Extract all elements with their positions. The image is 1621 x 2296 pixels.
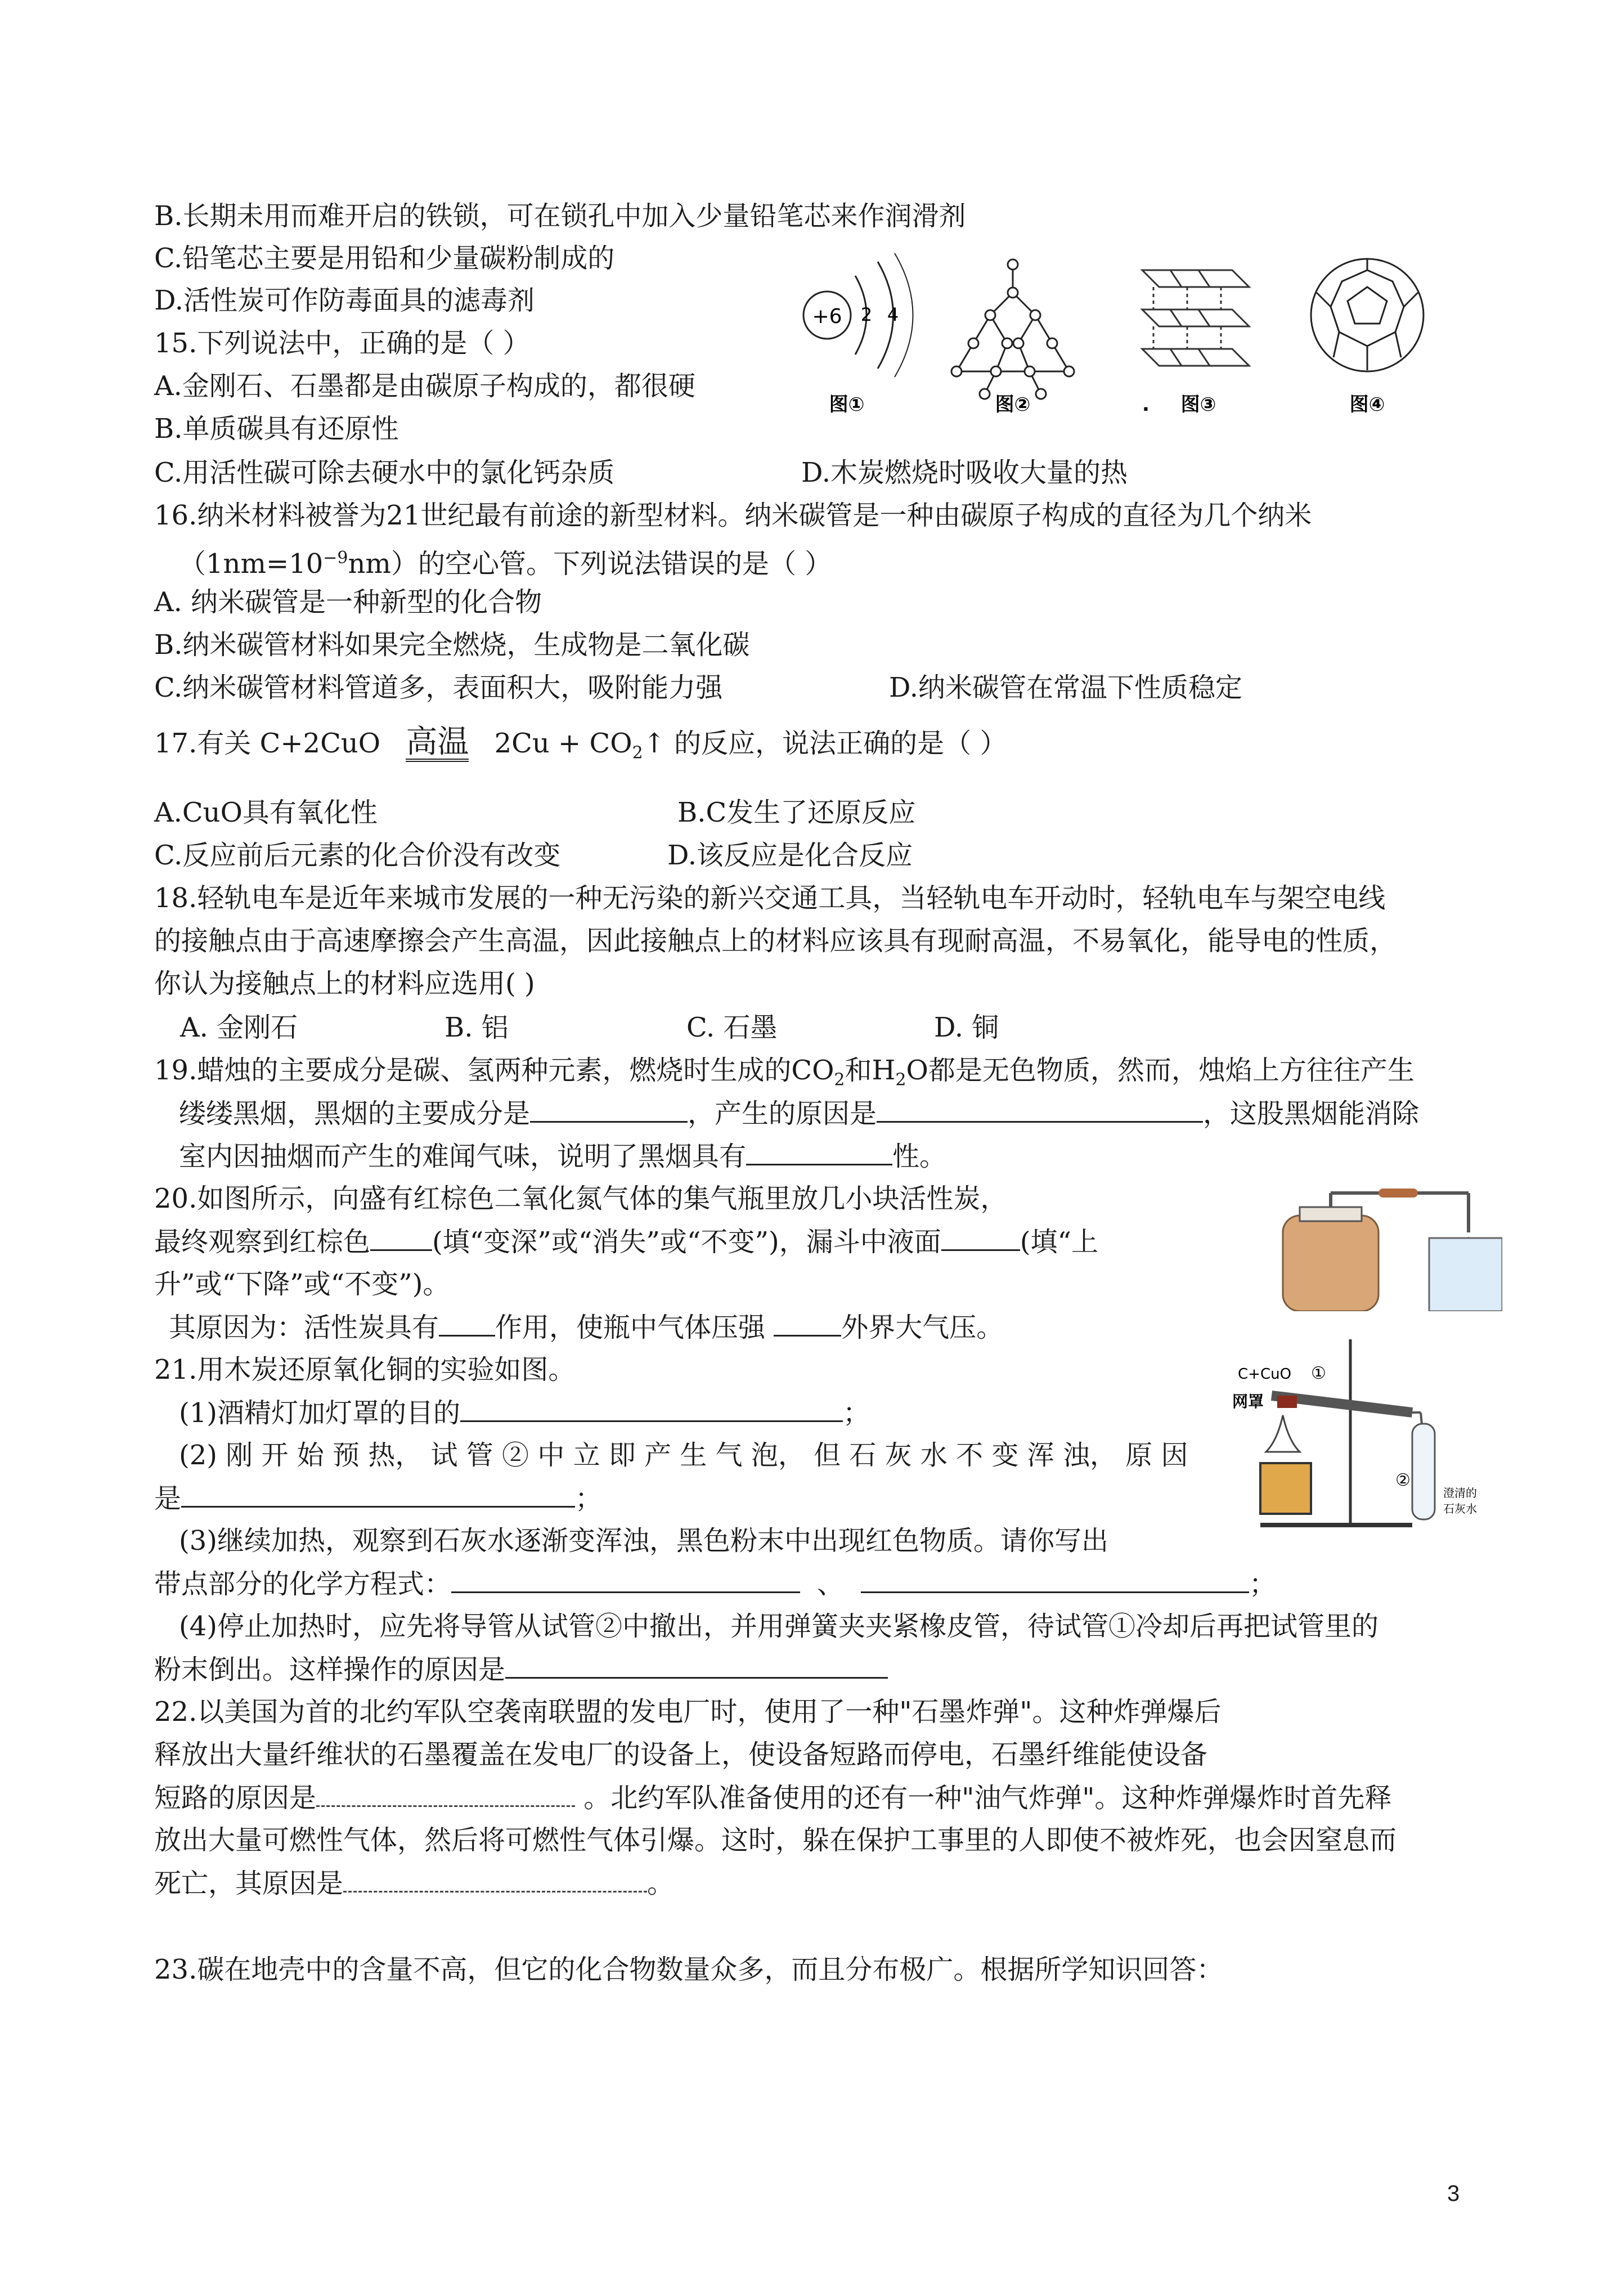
q22-stem-line1: 22.以美国为首的北约军队空袭南联盟的发电厂时，使用了一种"石墨炸弹"。这种炸弹爆后 (154, 1696, 1222, 1728)
q22-stem-line3: 短路的原因是 。北约军队准备使用的还有一种"油气炸弹"。这种炸弹爆炸时首先释 (154, 1781, 1391, 1815)
q17-option-c: C.反应前后元素的化合价没有改变 (154, 840, 561, 871)
diamond-structure (951, 259, 1074, 399)
q21-blank-1[interactable] (460, 1396, 843, 1422)
svg-text:②: ② (1395, 1470, 1411, 1490)
q15-option-b: B.单质碳具有还原性 (154, 413, 399, 445)
q19-blank-1[interactable] (530, 1096, 688, 1123)
q21-part3-line2: 带点部分的化学方程式： 、 ； (154, 1567, 1276, 1601)
svg-text:澄清的: 澄清的 (1443, 1486, 1477, 1500)
carbon-reduction-apparatus (1227, 1334, 1491, 1536)
fig2-caption: 图② (995, 393, 1031, 416)
q22-stem-line2: 释放出大量纤维状的石墨覆盖在发电厂的设备上，使设备短路而停电，石墨纤维能使设备 (154, 1739, 1208, 1770)
q20-stem-line1: 20.如图所示，向盛有红棕色二氧化氮气体的集气瓶里放几小块活性炭， (154, 1183, 1008, 1214)
q16-stem-line1: 16.纳米材料被誉为21世纪最有前途的新型材料。纳米碳管是一种由碳原子构成的直径为几个纳米 (154, 500, 1312, 531)
q14-option-d: D.活性炭可作防毒面具的滤毒剂 (154, 285, 535, 316)
q22-blank-2[interactable] (343, 1866, 647, 1893)
q20-blank-4[interactable] (774, 1310, 841, 1337)
q20-stem-line2: 最终观察到红棕色 (填“变深”或“消失”或“不变”)，漏斗中液面 (填“上 (154, 1225, 1098, 1259)
q20-blank-1[interactable] (370, 1225, 432, 1251)
q23-stem: 23.碳在地壳中的含量不高，但它的化合物数量众多，而且分布极广。根据所学知识回答： (154, 1954, 1224, 1985)
q21-blank-4[interactable] (861, 1567, 1249, 1593)
q16-stem-line2: $(1nm=10^{-9}nm)$的空心管。下列说法错误的是（ ） (179, 548, 832, 580)
q16-option-b: B.纳米碳管材料如果完全燃烧，生成物是二氧化碳 (154, 629, 750, 661)
q15-stem: 15.下列说法中，正确的是（ ） (154, 328, 530, 359)
q21-part1: (1)酒精灯加灯罩的目的 ； (179, 1396, 870, 1430)
svg-text:2: 2 (860, 304, 873, 325)
q21-stem: 21.用木炭还原氧化铜的实验如图。 (154, 1354, 576, 1385)
graphite-structure (1142, 270, 1249, 366)
q21-blank-3[interactable] (451, 1567, 800, 1593)
carbon-atom-diagram (803, 253, 913, 416)
q18-stem-line1: 18.轻轨电车是近年来城市发展的一种无污染的新兴交通工具，当轻轨电车开动时，轻轨电车与架空电线 (154, 882, 1386, 914)
svg-text:.: . (1142, 393, 1149, 416)
q19-stem-line2: 缕缕黑烟，黑烟的主要成分是 ，产生的原因是 ，这股黑烟能消除 (179, 1096, 1419, 1131)
fig1-caption: 图① (829, 393, 865, 416)
q18-option-d: D. 铜 (934, 1012, 999, 1043)
q20-stem-line3: 升”或“下降”或“不变”)。 (154, 1268, 450, 1300)
q21-part4: (4)停止加热时，应先将导管从试管②中撤出，并用弹簧夹夹紧橡皮管，待试管①冷却后再把试管里的 (179, 1611, 1378, 1642)
svg-text:网罩: 网罩 (1232, 1392, 1264, 1411)
q16-option-c: C.纳米碳管材料管道多，表面积大，吸附能力强 (154, 672, 723, 703)
q20-stem-line4: 其原因为：活性炭具有 作用，使瓶中气体压强 外界大气压。 (169, 1310, 1003, 1344)
q20-blank-2[interactable] (941, 1225, 1020, 1251)
svg-text:①: ① (1311, 1364, 1326, 1383)
q17-stem: 17.有关 C+2CuO 高温 $2Cu + CO_2↑$ 的反应，说法正确的是（ ） (154, 724, 1007, 763)
q17-option-d: D.该反应是化合反应 (667, 840, 913, 871)
q14-option-b: B.长期未用而难开启的铁锁，可在锁孔中加入少量铅笔芯来作润滑剂 (154, 200, 966, 232)
fig3-caption: 图③ (1180, 393, 1216, 416)
svg-text:石灰水: 石灰水 (1443, 1502, 1477, 1515)
q19-blank-3[interactable] (746, 1139, 892, 1165)
q19-blank-2[interactable] (877, 1096, 1203, 1123)
q17-option-b: B.C发生了还原反应 (677, 797, 916, 828)
q21-blank-2[interactable] (181, 1481, 575, 1508)
q22-stem-line5: 死亡，其原因是 。 (154, 1866, 674, 1900)
q18-stem-line2: 的接触点由于高速摩擦会产生高温，因此接触点上的材料应该具有现耐高温，不易氧化，能导电的性质， (154, 925, 1397, 957)
q17-option-a: A.CuO具有氧化性 (154, 797, 378, 828)
svg-text:4: 4 (887, 304, 899, 325)
q21-part2: (2) 刚 开 始 预 热， 试 管 ② 中 立 即 产 生 气 泡， 但 石 灰 水 不 变 浑 浊， 原 因 (179, 1440, 1188, 1471)
q18-stem-line3: 你认为接触点上的材料应选用( ) (154, 968, 535, 999)
q15-option-a: A.金刚石、石墨都是由碳原子构成的，都很硬 (154, 370, 695, 402)
svg-text:C+CuO: C+CuO (1238, 1366, 1292, 1383)
q18-option-a: A. 金刚石 (180, 1012, 298, 1043)
q19-stem-line1: 19.蜡烛的主要成分是碳、氢两种元素，燃烧时生成的$CO_2$和$H_2O$都是无色物质，然而，烛焰上方往往产生 (154, 1055, 1415, 1090)
q18-option-c: C. 石墨 (686, 1012, 778, 1043)
q21-part3: (3)继续加热，观察到石灰水逐渐变浑浊，黑色粉末中出现红色物质。请你写出 (179, 1525, 1108, 1557)
q21-part4-line2: 粉末倒出。这样操作的原因是 (154, 1652, 888, 1687)
gas-bottle-apparatus (1266, 1182, 1502, 1311)
q21-blank-5[interactable] (505, 1652, 888, 1679)
q16-option-d: D.纳米碳管在常温下性质稳定 (889, 672, 1243, 703)
q15-option-d: D.木炭燃烧时吸收大量的热 (801, 457, 1128, 488)
page-number: 3 (1447, 2181, 1460, 2206)
q14-option-c: C.铅笔芯主要是用铅和少量碳粉制成的 (154, 243, 615, 274)
q19-stem-line3: 室内因抽烟而产生的难闻气味，说明了黑烟具有 性。 (179, 1139, 946, 1173)
q22-stem-line4: 放出大量可燃性气体，然后将可燃性气体引爆。这时，躲在保护工事里的人即使不被炸死，也会因窒息而 (154, 1824, 1397, 1856)
q20-blank-3[interactable] (439, 1310, 495, 1337)
q18-option-b: B. 铝 (444, 1012, 509, 1043)
carbon-structures-figure (782, 248, 1435, 428)
q21-part2-line2: 是 ； (154, 1481, 602, 1515)
q16-option-a: A. 纳米碳管是一种新型的化合物 (154, 586, 542, 618)
fig4-caption: 图④ (1349, 393, 1385, 416)
q15-option-c: C.用活性碳可除去硬水中的氯化钙杂质 (154, 457, 615, 488)
reaction-condition: 高温 (406, 726, 469, 762)
svg-text:+6: +6 (812, 305, 842, 328)
fullerene-structure (1311, 259, 1424, 371)
q22-blank-1[interactable] (316, 1781, 575, 1807)
